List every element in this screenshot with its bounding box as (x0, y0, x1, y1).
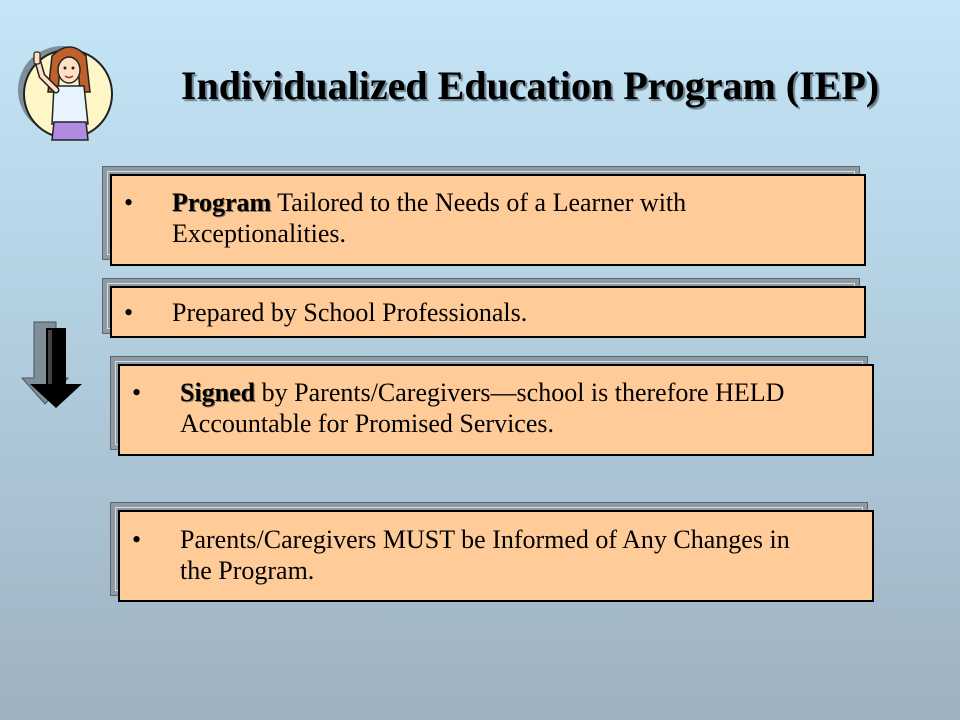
girl-pointing-icon (14, 32, 118, 148)
bullet-strong: Program (172, 188, 272, 217)
bullet-marker: • (124, 188, 134, 217)
bullet-text: by Parents/Caregivers—school is therefore HELD Accountable for Promised Services. (180, 378, 785, 438)
down-arrow-icon (20, 318, 92, 410)
page-title: Individualized Education Program (IEP) (180, 63, 880, 108)
bullet-marker: • (132, 525, 142, 554)
bullet-box-program (110, 174, 866, 266)
bullet-box-prepared (110, 286, 866, 338)
bullet-box-signed (118, 364, 874, 456)
bullet-marker: • (124, 298, 134, 327)
bullet-text: Tailored to the Needs of a Learner with Exceptionalities. (172, 188, 687, 248)
bullet-text: Prepared by School Professionals. (172, 298, 528, 327)
bullet-marker: • (132, 378, 142, 407)
bullet-text: Parents/Caregivers MUST be Informed of Any Changes in the Program. (180, 525, 790, 585)
bullet-box-informed (118, 510, 874, 602)
bullet-strong: Signed (180, 378, 256, 407)
